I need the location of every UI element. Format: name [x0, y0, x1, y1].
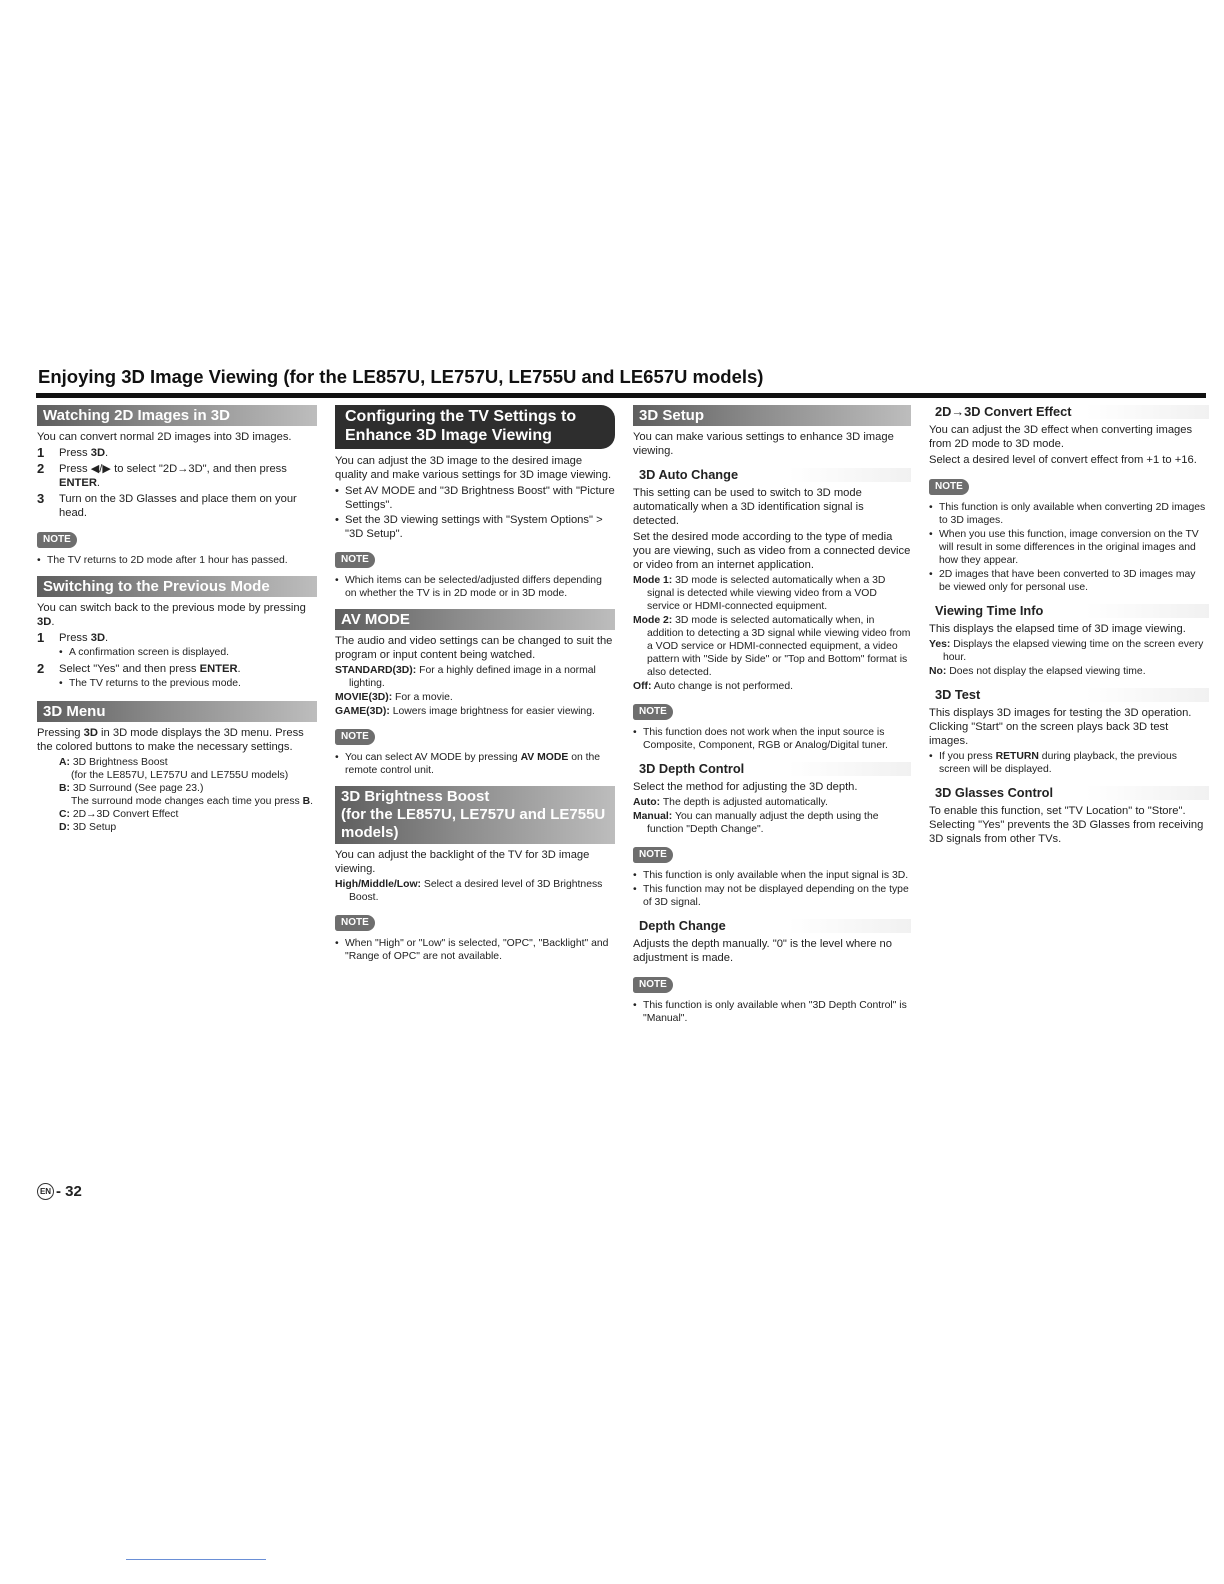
step-3 [37, 492, 317, 520]
item-text: 3D Setup [72, 822, 117, 833]
glasses-intro: To enable this function, set "TV Location" to "Store". Selecting "Yes" prevents the 3D Glasses from receiving 3D signals from other TVs. [929, 805, 1204, 845]
text: on the remote control unit. [345, 752, 601, 776]
key-name: ENTER [199, 663, 238, 675]
heading-line: Enhance 3D Image Viewing [345, 427, 552, 444]
subheading-3d-depth-control: 3D Depth Control [639, 762, 911, 776]
text: You can switch back to the previous mode by pressing [37, 602, 306, 614]
switch-step-2 [37, 662, 317, 691]
language-badge: EN [37, 1183, 54, 1200]
item-text: 3D Surround (See page 23.) [72, 783, 204, 794]
note-item: • Which items can be selected/adjusted differs depending on whether the TV is in 2D mode or in 3D mode. [335, 574, 615, 600]
option-text: Does not display the elapsed viewing time. [949, 666, 1146, 677]
note-item: • 2D images that have been converted to 3D images may be viewed only for personal use. [929, 568, 1209, 594]
depth-control-option [633, 796, 911, 809]
depth-control-intro: Select the method for adjusting the 3D depth. [633, 781, 858, 793]
text: during playback, the previous screen will be displayed. [939, 751, 1177, 775]
note-badge: NOTE [633, 704, 673, 720]
subheading-3d-auto-change: 3D Auto Change [639, 468, 911, 482]
key-name: 3D [90, 447, 106, 459]
step-text: Press [59, 447, 91, 459]
brightness-intro: You can adjust the backlight of the TV for 3D image viewing. [335, 849, 590, 875]
page-title: Enjoying 3D Image Viewing (for the LE857U, LE757U, LE755U and LE657U models) [38, 366, 764, 387]
option-text: Auto change is not performed. [653, 681, 793, 692]
footer-separator: - [56, 1183, 61, 1200]
note-badge: NOTE [335, 552, 375, 568]
option-text: You can manually adjust the depth using the function "Depth Change". [647, 811, 879, 835]
note-badge: NOTE [633, 977, 673, 993]
option-label: Manual: [633, 811, 673, 822]
section-heading-configuring [335, 405, 615, 449]
text: You can select AV MODE by pressing [345, 752, 521, 763]
item-label: B: [59, 783, 70, 794]
note-item: • When you use this function, image conversion on the TV will result in some differences in the original images and how they appear. [929, 528, 1209, 567]
option-label: Off: [633, 681, 652, 692]
section-heading-switching-previous-mode: Switching to the Previous Mode [37, 576, 317, 597]
auto-change-option [633, 680, 911, 693]
note-item [929, 750, 1209, 776]
viewing-time-option [929, 665, 1209, 678]
test-intro: This displays 3D images for testing the 3D operation. Clicking "Start" on the screen plays back 3D test images. [929, 707, 1192, 747]
brightness-option [335, 878, 615, 904]
subheading-depth-change: Depth Change [639, 919, 911, 933]
step-2 [37, 462, 317, 490]
option-label: STANDARD(3D): [335, 665, 417, 676]
configuring-bullet: • Set AV MODE and "3D Brightness Boost" with "Picture Settings". [335, 484, 615, 512]
note-badge: NOTE [335, 729, 375, 745]
key-name: AV MODE [520, 752, 569, 763]
step-text: Press ◀/▶ to select "2D→3D", and then press [59, 463, 287, 475]
key-name: RETURN [995, 751, 1039, 762]
menu-item-a-sub: (for the LE857U, LE757U and LE755U models) [71, 770, 289, 781]
option-label: No: [929, 666, 947, 677]
option-label: High/Middle/Low: [335, 879, 421, 890]
auto-change-text: Set the desired mode according to the type of media you are viewing, such as video from a connected device or video from an internet application. [633, 531, 911, 571]
option-label: Mode 2: [633, 615, 673, 626]
step-text: Press [59, 632, 91, 644]
menu-item-b [37, 782, 317, 795]
option-label: Auto: [633, 797, 661, 808]
viewing-time-intro: This displays the elapsed time of 3D image viewing. [929, 623, 1186, 635]
convert-effect-text: You can adjust the 3D effect when converting images from 2D mode to 3D mode. [929, 424, 1193, 450]
text: . [310, 796, 314, 807]
option-text: Select a desired level of 3D Brightness Boost. [349, 879, 603, 903]
option-text: The depth is adjusted automatically. [662, 797, 828, 808]
text: in 3D mode displays the 3D menu. Press the colored buttons to make the necessary settings. [37, 727, 304, 753]
option-text: For a highly defined image in a normal lighting. [349, 665, 596, 689]
auto-change-text: This setting can be used to switch to 3D mode automatically when a 3D identification signal is detected. [633, 487, 864, 527]
text: . [51, 616, 55, 628]
column-4 [929, 405, 1209, 848]
item-label: D: [59, 822, 70, 833]
item-text: 3D Brightness Boost [72, 757, 168, 768]
title-rule [36, 393, 1206, 398]
av-mode-intro: The audio and video settings can be changed to suit the program or input content being watched. [335, 635, 613, 661]
step-number: 1 [37, 445, 45, 460]
decorative-line [126, 1559, 266, 1560]
option-text: 3D mode is selected automatically when a 3D signal is detected while viewing video from a VOD service or HDMI-connected equipment. [647, 575, 886, 612]
heading-line: (for the LE857U, LE757U and LE755U models) [341, 806, 606, 841]
menu-item-a [37, 756, 317, 769]
column-3 [633, 405, 911, 1026]
subheading-viewing-time-info: Viewing Time Info [935, 604, 1209, 618]
column-2 [335, 405, 615, 964]
key-name: B [302, 796, 311, 807]
note-badge: NOTE [633, 847, 673, 863]
subheading-2d-3d-convert-effect: 2D→3D Convert Effect [935, 405, 1209, 419]
auto-change-option [633, 574, 911, 613]
step-text: . [237, 663, 241, 675]
step-text: . [105, 632, 109, 644]
item-label: C: [59, 809, 70, 820]
depth-change-intro: Adjusts the depth manually. "0" is the level where no adjustment is made. [633, 938, 892, 964]
key-name: ENTER [59, 477, 97, 489]
convert-effect-text: Select a desired level of convert effect from +1 to +16. [929, 454, 1197, 466]
note-item: • This function is only available when the input signal is 3D. [633, 869, 911, 882]
section-heading-watching-2d-in-3d: Watching 2D Images in 3D [37, 405, 317, 426]
configuring-bullet: • Set the 3D viewing settings with "System Options" > "3D Setup". [335, 513, 615, 541]
item-text: 2D→3D Convert Effect [72, 809, 179, 820]
option-text: For a movie. [395, 692, 453, 703]
watching-intro: You can convert normal 2D images into 3D images. [37, 431, 292, 443]
note-badge: NOTE [335, 915, 375, 931]
text: The surround mode changes each time you press [71, 796, 303, 807]
page-number: 32 [65, 1183, 82, 1200]
configuring-intro: You can adjust the 3D image to the desired image quality and make various settings for 3D image viewing. [335, 455, 612, 481]
note-badge: NOTE [37, 532, 77, 548]
depth-control-option [633, 810, 911, 836]
menu-item-b-sub [37, 795, 317, 808]
item-label: A: [59, 757, 70, 768]
step-text: . [96, 477, 101, 489]
step-sub-bullet: • A confirmation screen is displayed. [59, 646, 317, 659]
step-number: 2 [37, 461, 45, 476]
step-text: Select "Yes" and then press [59, 663, 200, 675]
step-text: . [105, 447, 109, 459]
step-sub-bullet: • The TV returns to the previous mode. [59, 677, 317, 690]
heading-line: 3D Brightness Boost [341, 788, 490, 805]
option-text: 3D mode is selected automatically when, in addition to detecting a 3D signal while viewing video from a VOD service or HDMI-connected equipment, a video pattern with "Side by Side" or "Top and Bottom" format is also detected. [647, 615, 911, 678]
note-item: • When "High" or "Low" is selected, "OPC", "Backlight" and "Range of OPC" are not available. [335, 937, 615, 963]
step-1 [37, 446, 317, 460]
note-item: • This function is only available when converting 2D images to 3D images. [929, 501, 1209, 527]
column-1 [37, 405, 317, 834]
option-label: Mode 1: [633, 575, 673, 586]
auto-change-option [633, 614, 911, 679]
step-number: 1 [37, 630, 45, 645]
option-label: GAME(3D): [335, 706, 390, 717]
subheading-3d-test: 3D Test [935, 688, 1209, 702]
section-heading-av-mode: AV MODE [335, 609, 615, 630]
option-label: Yes: [929, 639, 951, 650]
note-item [335, 751, 615, 777]
menu-item-c [37, 808, 317, 821]
note-badge: NOTE [929, 479, 969, 495]
av-mode-option [335, 664, 615, 690]
key-name: 3D [90, 632, 106, 644]
step-number: 3 [37, 491, 45, 506]
text: If you press [939, 751, 996, 762]
menu-item-d [37, 821, 317, 834]
setup-intro: You can make various settings to enhance 3D image viewing. [633, 431, 894, 457]
viewing-time-option [929, 638, 1209, 664]
switching-intro [37, 601, 317, 629]
page-footer [37, 1183, 82, 1200]
av-mode-option [335, 691, 615, 704]
option-text: Displays the elapsed viewing time on the screen every hour. [943, 639, 1204, 663]
text: Pressing [37, 727, 84, 739]
note-item: • The TV returns to 2D mode after 1 hour has passed. [37, 554, 317, 567]
note-item: • This function is only available when "3D Depth Control" is "Manual". [633, 999, 911, 1025]
section-heading-3d-menu: 3D Menu [37, 701, 317, 722]
av-mode-option [335, 705, 615, 718]
key-name: 3D [83, 727, 98, 739]
menu-intro [37, 726, 317, 754]
heading-line: Configuring the TV Settings to [345, 408, 577, 425]
option-text: Lowers image brightness for easier viewing. [392, 706, 595, 717]
step-number: 2 [37, 661, 45, 676]
key-name: 3D [37, 616, 52, 628]
switch-step-1 [37, 631, 317, 660]
section-heading-3d-setup: 3D Setup [633, 405, 911, 426]
subheading-3d-glasses-control: 3D Glasses Control [935, 786, 1209, 800]
step-text: Turn on the 3D Glasses and place them on your head. [59, 493, 297, 519]
note-item: • This function may not be displayed depending on the type of 3D signal. [633, 883, 911, 909]
section-heading-3d-brightness-boost [335, 786, 615, 844]
option-label: MOVIE(3D): [335, 692, 393, 703]
note-item: • This function does not work when the input source is Composite, Component, RGB or Analog/Digital tuner. [633, 726, 911, 752]
